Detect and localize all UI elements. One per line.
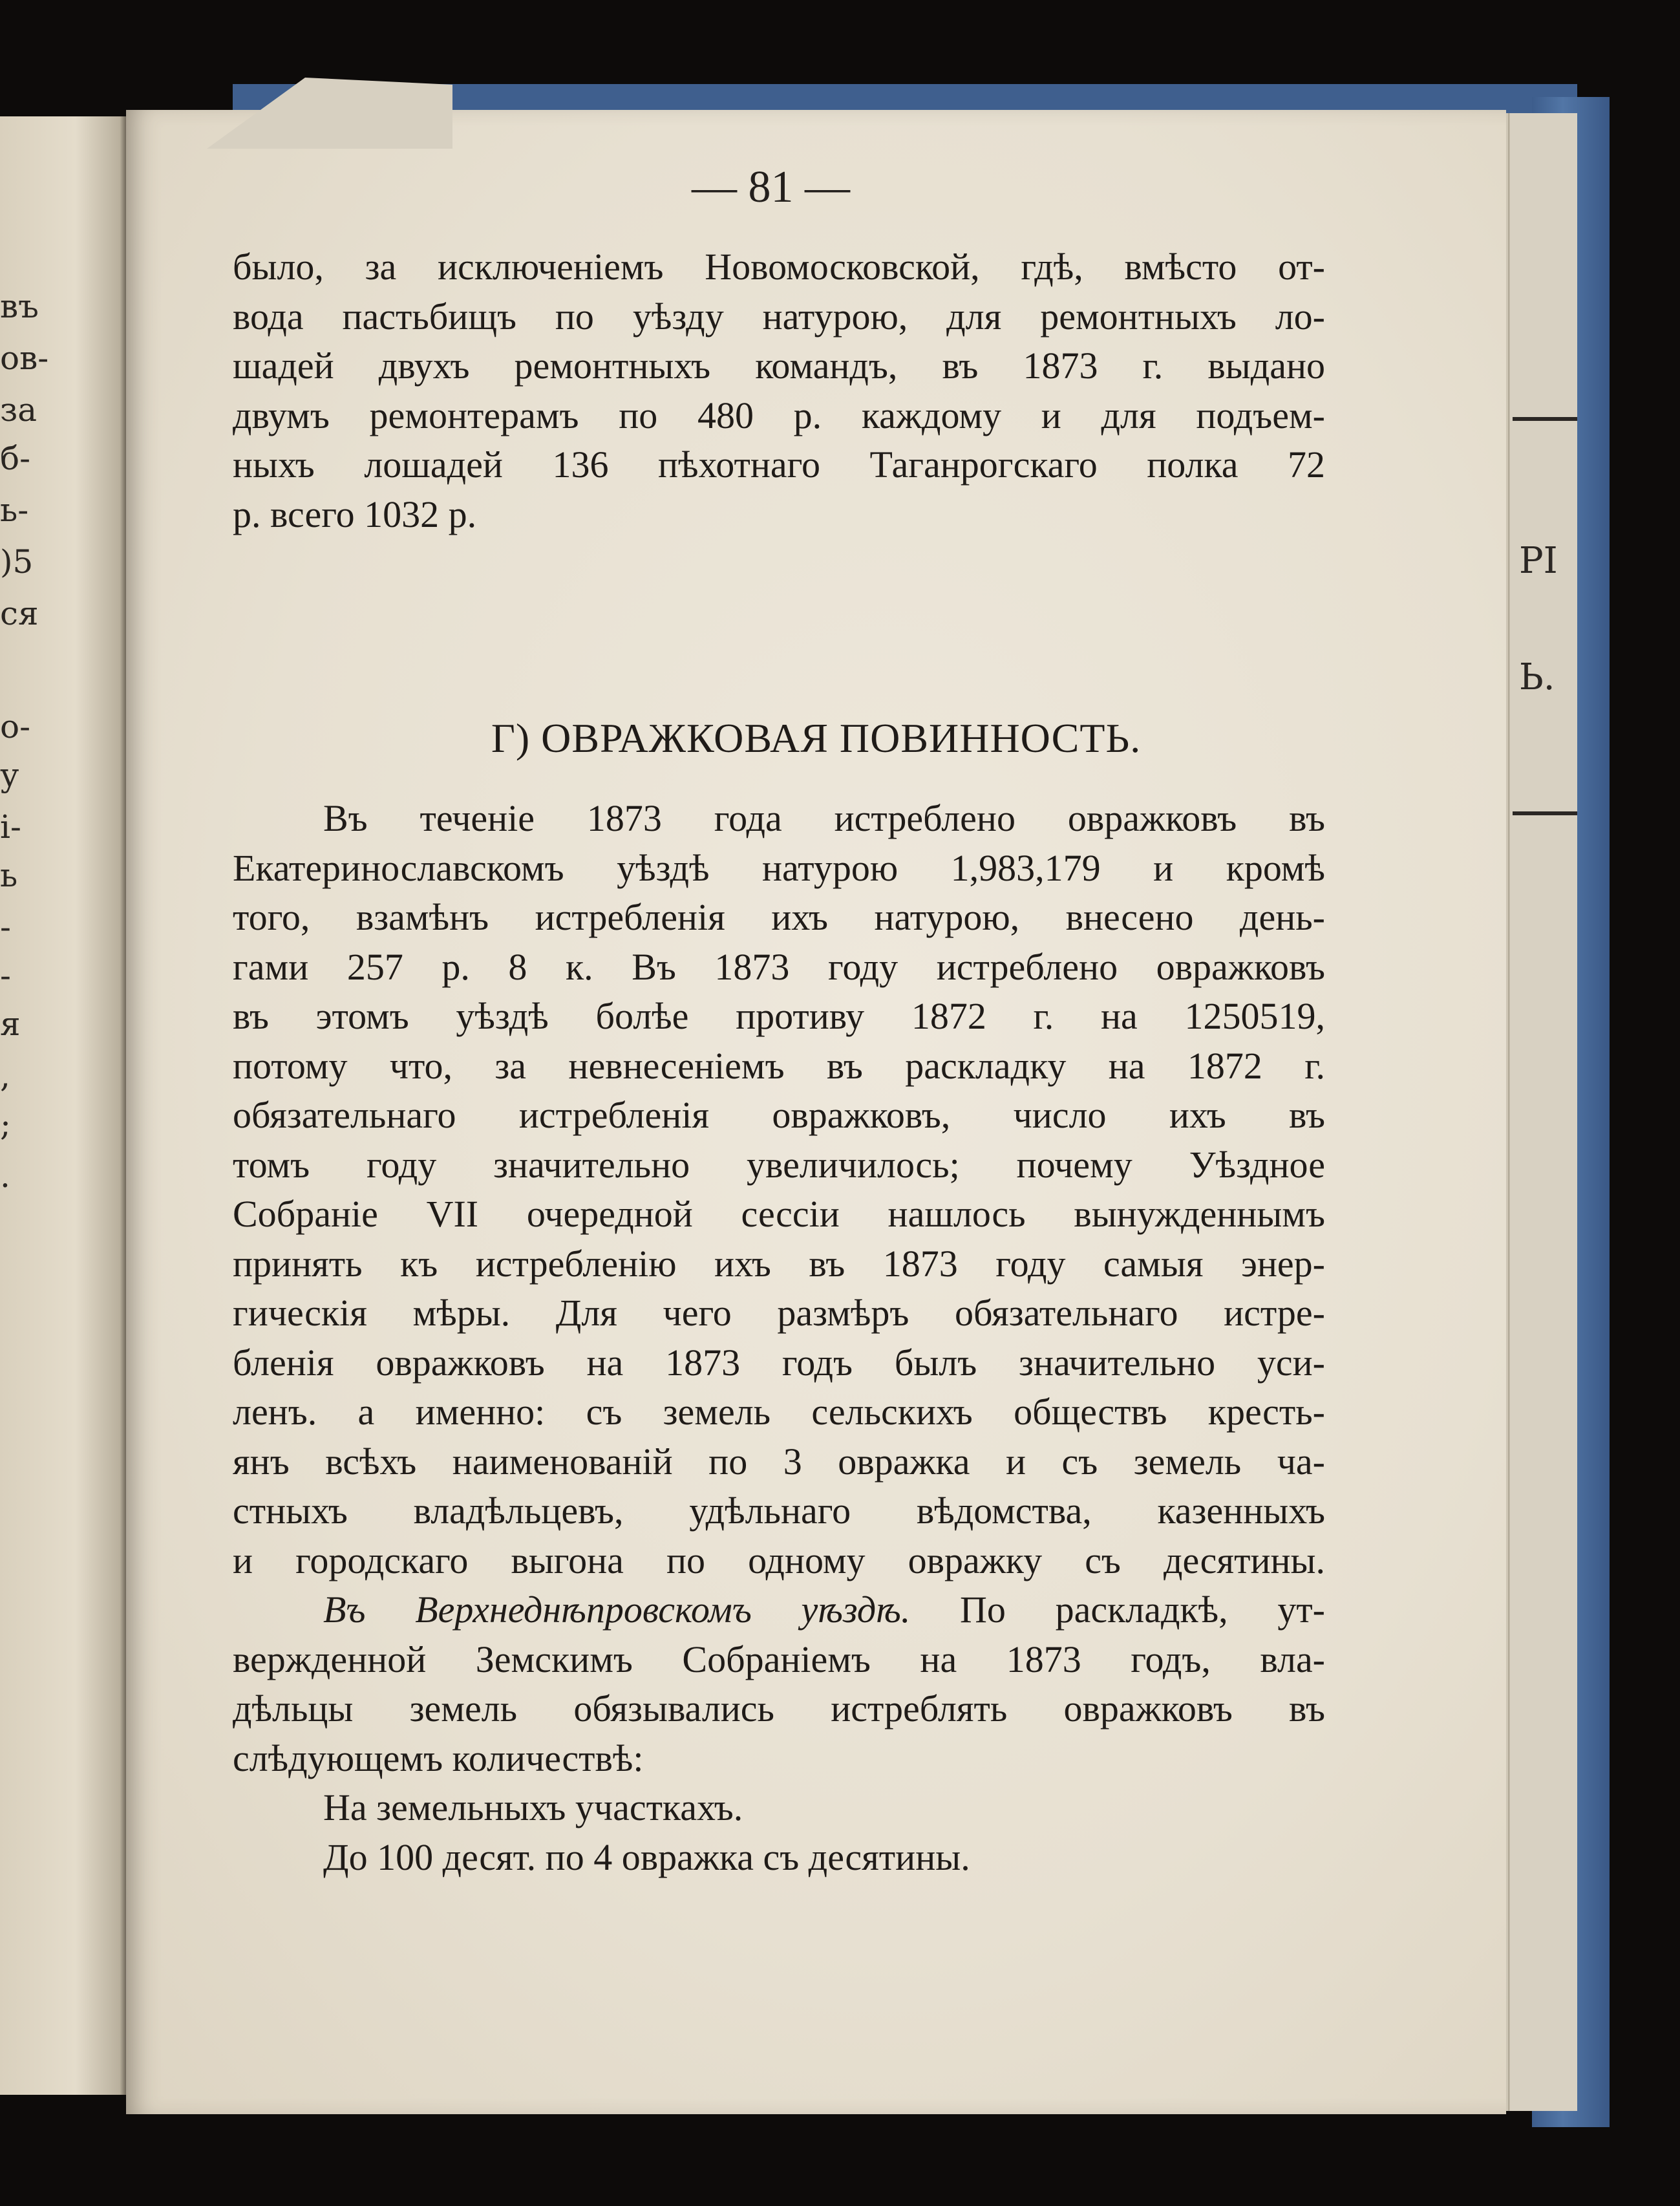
left-fragment: -: [0, 957, 11, 994]
text-line: До 100 десят. по 4 овражка съ десятины.: [323, 1836, 970, 1878]
left-fragment: въ: [0, 288, 39, 325]
italic-district-name: Въ Верхнеднѣпровскомъ уѣздѣ.: [323, 1589, 911, 1631]
left-fragment: ов-: [0, 339, 49, 377]
left-fragment: я: [0, 1005, 21, 1043]
text-line: дѣльцы земель обязывались истреблять овражковъ въ: [233, 1687, 1325, 1729]
left-fragment: у: [0, 756, 19, 794]
text-span: По раскладкѣ, ут-: [910, 1589, 1325, 1631]
text-line: принять къ истребленію ихъ въ 1873 году самыя энер-: [233, 1242, 1325, 1285]
text-line: въ этомъ уѣздѣ болѣе противу 1872 г. на 1250519,: [233, 995, 1325, 1037]
page-number: — 81 —: [692, 162, 850, 212]
section-heading: Г) ОВРАЖКОВАЯ ПОВИННОСТЬ.: [491, 715, 1142, 761]
text-line: стныхъ владѣльцевъ, удѣльнаго вѣдомства, казенныхъ: [233, 1490, 1325, 1532]
text-line: того, взамѣнъ истребленія ихъ натурою, внесено день-: [233, 896, 1325, 938]
book-page: [126, 110, 1506, 2114]
left-fragment: б-: [0, 440, 30, 477]
left-fragment: ь-: [0, 491, 29, 529]
text-line: [233, 1585, 1325, 1635]
text-line: потому что, за невнесеніемъ въ раскладку на 1872 г.: [233, 1044, 1325, 1087]
paragraph-2: [233, 794, 1325, 1882]
left-fragment: о-: [0, 708, 30, 745]
text-line: вержденной Земскимъ Собраніемъ на 1873 годъ, вла-: [233, 1638, 1325, 1680]
underlying-rule: [1513, 811, 1577, 815]
left-fragment: і-: [0, 808, 21, 846]
left-fragment: -: [0, 908, 11, 946]
left-fragment: ;: [0, 1106, 11, 1143]
text-line: шадей двухъ ремонтныхъ командъ, въ 1873 г. выдано: [233, 345, 1325, 387]
text-line: бленія овражковъ на 1873 годъ былъ значительно уси-: [233, 1341, 1325, 1384]
text-line: вода пастьбищъ по уѣзду натурою, для ремонтныхъ ло-: [233, 295, 1325, 337]
right-fragment: Ь.: [1519, 656, 1555, 698]
text-line: Собраніе VII очередной сессіи нашлось вынужденнымъ: [233, 1193, 1325, 1235]
subheading-line: На земельныхъ участкахъ.: [323, 1786, 743, 1828]
text-line: томъ году значительно увеличилось; почему Уѣздное: [233, 1143, 1325, 1186]
text-line: ленъ. а именно: съ земель сельскихъ обществъ кресть-: [233, 1391, 1325, 1433]
left-fragment: ,: [0, 1057, 10, 1095]
text-line: ныхъ лошадей 136 пѣхотнаго Таганрогскаго полка 72: [233, 444, 1325, 486]
text-line: было, за исключеніемъ Новомосковской, гдѣ, вмѣсто от-: [233, 246, 1325, 288]
left-fragment: ся: [0, 595, 39, 632]
text-line: обязательнаго истребленія овражковъ, число ихъ въ: [233, 1094, 1325, 1136]
text-line: Екатеринославскомъ уѣздѣ натурою 1,983,179 и кромѣ: [233, 846, 1325, 889]
text-line: и городскаго выгона по одному овражку съ десятины.: [233, 1539, 1325, 1581]
left-facing-page: [0, 116, 126, 2095]
right-fragment: РІ: [1519, 540, 1558, 582]
text-line: двумъ ремонтерамъ по 480 р. каждому и для подъем-: [233, 394, 1325, 436]
paragraph-1: [233, 242, 1325, 539]
underlying-rule: [1513, 417, 1577, 421]
text-line: р. всего 1032 р.: [233, 493, 477, 535]
left-fragment: .: [0, 1157, 10, 1195]
left-fragment: ь: [0, 857, 18, 894]
text-line: янъ всѣхъ наименованій по 3 овражка и съ земель ча-: [233, 1440, 1325, 1483]
left-fragment: за: [0, 391, 37, 429]
text-line: Въ теченіе 1873 года истреблено овражковъ въ: [323, 797, 1325, 839]
text-line: гическія мѣры. Для чего размѣръ обязательнаго истре-: [233, 1292, 1325, 1334]
text-line: слѣдующемъ количествѣ:: [233, 1737, 644, 1779]
left-fragment: )5: [0, 543, 34, 581]
text-line: гами 257 р. 8 к. Въ 1873 году истреблено овражковъ: [233, 945, 1325, 988]
